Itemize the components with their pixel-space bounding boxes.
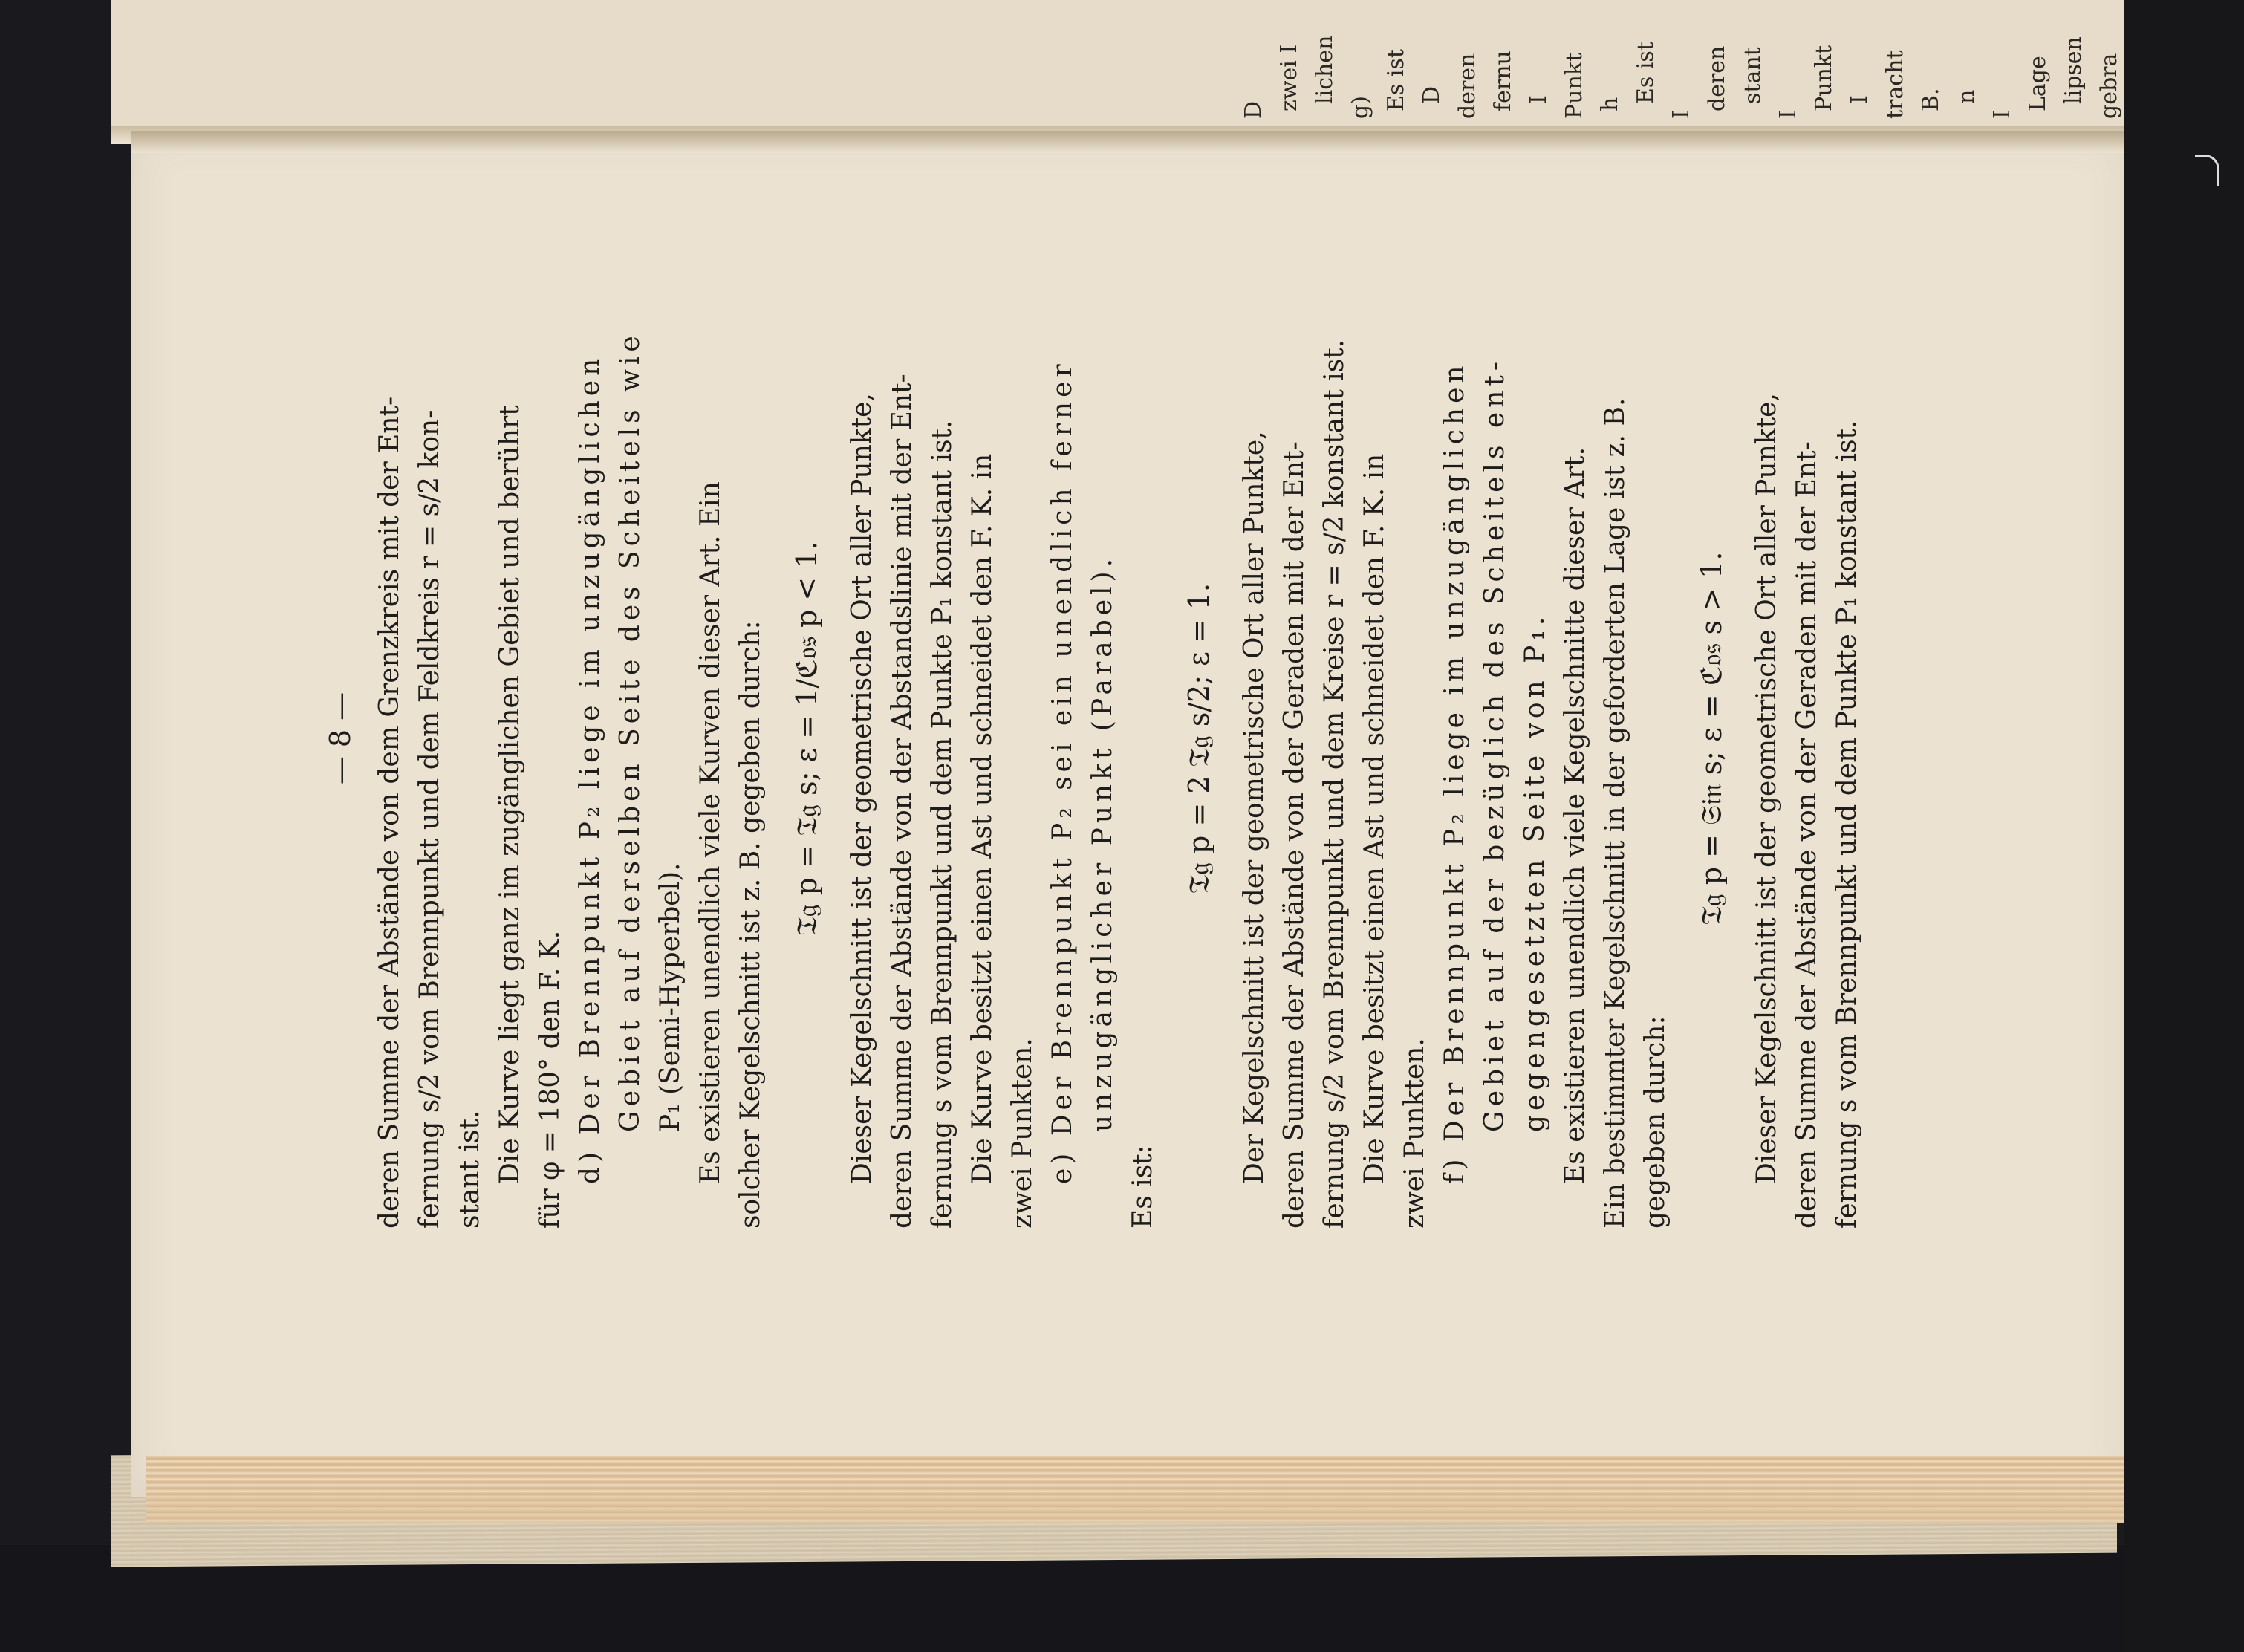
facing-text-fragment: deren xyxy=(1704,45,1730,111)
text-line: unzugänglicher Punkt (Parabel). xyxy=(1087,553,1118,1132)
facing-text-fragment: lichen xyxy=(1312,35,1338,104)
text-line: solcher Kegelschnitt ist z. B. gegeben durch: xyxy=(735,620,766,1229)
text-line: Dieser Kegelschnitt ist der geometrische Ort aller Punkte, xyxy=(847,393,877,1184)
facing-text-fragment: stant xyxy=(1740,47,1766,104)
facing-text-fragment: I xyxy=(1526,95,1552,104)
facing-text-fragment: tracht xyxy=(1882,50,1908,119)
text-line: fernung s/2 vom Brennpunkt und dem Feldkreis r = s/2 kon- xyxy=(414,409,445,1229)
facing-page xyxy=(111,0,2176,134)
text-line: gegeben durch: xyxy=(1640,1015,1671,1229)
page-fold-shadow xyxy=(131,131,2129,153)
text-line: e) Der Brennpunkt P₂ sei ein unendlich ferner xyxy=(1047,360,1078,1184)
facing-text-fragment: I xyxy=(1847,95,1873,104)
facing-text-fragment: D xyxy=(1419,85,1445,104)
text-line: deren Summe der Abstände von dem Grenzkreis mit der Ent- xyxy=(374,396,405,1229)
text-line: fernung s vom Brennpunkt und dem Punkte P₁ konstant ist. xyxy=(927,420,957,1229)
text-line: gegengesetzten Seite von P₁. xyxy=(1520,612,1550,1132)
text-line: stant ist. xyxy=(455,1110,485,1229)
text-line: fernung s/2 vom Brennpunkt und dem Kreise r = s/2 konstant ist. xyxy=(1319,339,1350,1229)
text-line: für φ = 180° den F. K. xyxy=(535,930,565,1229)
text-lines xyxy=(370,248,1867,1229)
text-line: Es existieren unendlich viele Kegelschnitte dieser Art. xyxy=(1560,446,1590,1184)
text-line: Es existieren unendlich viele Kurven dieser Art. Ein xyxy=(695,481,726,1184)
text-line: Die Kurve liegt ganz im zugänglichen Gebiet und berührt xyxy=(495,405,525,1184)
formula-line: 𝔗𝔤 p = 𝔖𝔦𝔫 s; ε = ℭ𝔬𝔰 s > 1. xyxy=(1695,551,1728,926)
page-number: — 8 — xyxy=(324,692,357,785)
text-line: fernung s vom Brennpunkt und dem Punkte P₁ konstant ist. xyxy=(1832,420,1862,1229)
text-line: deren Summe der Abstände von der Geraden mit der Ent- xyxy=(1792,441,1822,1229)
text-line: Der Kegelschnitt ist der geometrische Ort aller Punkte, xyxy=(1239,431,1269,1184)
facing-text-fragment: g) xyxy=(1347,96,1373,119)
facing-text-fragment: deren xyxy=(1454,53,1480,119)
facing-text-fragment: B. xyxy=(1918,88,1944,111)
book-cover-left xyxy=(0,0,149,1652)
text-line: Gebiet auf der bezüglich des Scheitels ent- xyxy=(1480,357,1510,1132)
facing-text-fragment: Punkt xyxy=(1811,45,1837,111)
text-line: Dieser Kegelschnitt ist der geometrische Ort aller Punkte, xyxy=(1752,393,1782,1184)
facing-text-fragment: I xyxy=(1668,110,1694,119)
text-line: Es ist: xyxy=(1128,1145,1158,1229)
text-line: d) Der Brennpunkt P₂ liege im unzugänglichen xyxy=(575,354,605,1184)
page-edges xyxy=(146,1456,2129,1523)
formula-line: 𝔗𝔤 p = 2 𝔗𝔤 s/2; ε = 1. xyxy=(1183,582,1215,894)
facing-text-fragment: n xyxy=(1954,89,1980,104)
text-line: deren Summe der Abstände von der Abstandslinie mit der Ent- xyxy=(887,374,917,1229)
page-text-block xyxy=(310,248,1867,1229)
text-line: f) Der Brennpunkt P₂ liege im unzugänglichen xyxy=(1440,361,1470,1184)
facing-text-fragment: lipsen xyxy=(2061,36,2087,104)
facing-text-fragment: I xyxy=(1989,110,2015,119)
text-line: Die Kurve besitzt einen Ast und schneidet den F. K. in xyxy=(1359,453,1390,1184)
facing-text-fragment: zwei I xyxy=(1276,44,1302,111)
text-line: deren Summe der Abstände von der Geraden mit der Ent- xyxy=(1279,441,1310,1229)
text-line: P₁ (Semi-Hyperbel). xyxy=(655,862,686,1132)
text-line: zwei Punkten. xyxy=(1399,1038,1430,1229)
text-line: zwei Punkten. xyxy=(1007,1038,1038,1229)
facing-text-fragment: D xyxy=(1240,100,1266,119)
facing-text-fragment: Punkt xyxy=(1561,52,1587,119)
text-line: Die Kurve besitzt einen Ast und schneidet den F. K. in xyxy=(967,453,998,1184)
facing-text-fragment: I xyxy=(1775,110,1801,119)
book-cover-right xyxy=(2124,0,2244,1652)
text-line: Ein bestimmter Kegelschnitt in der geforderten Lage ist z. B. xyxy=(1600,397,1630,1229)
facing-text-fragment: Es ist xyxy=(1633,42,1659,104)
facing-text-fragment: Lage xyxy=(2025,56,2051,111)
bookmark-ribbon-icon xyxy=(2195,155,2219,186)
text-line: Gebiet auf derselben Seite des Scheitels wie xyxy=(615,331,645,1132)
facing-text-fragment: Es ist xyxy=(1383,49,1409,111)
formula-line: 𝔗𝔤 p = 𝔗𝔤 s; ε = 1/ℭ𝔬𝔰 p < 1. xyxy=(790,541,823,936)
facing-text-fragment: h xyxy=(1597,97,1623,111)
facing-text-fragment: fernu xyxy=(1490,51,1516,111)
facing-text-fragment: gebra xyxy=(2096,53,2122,119)
